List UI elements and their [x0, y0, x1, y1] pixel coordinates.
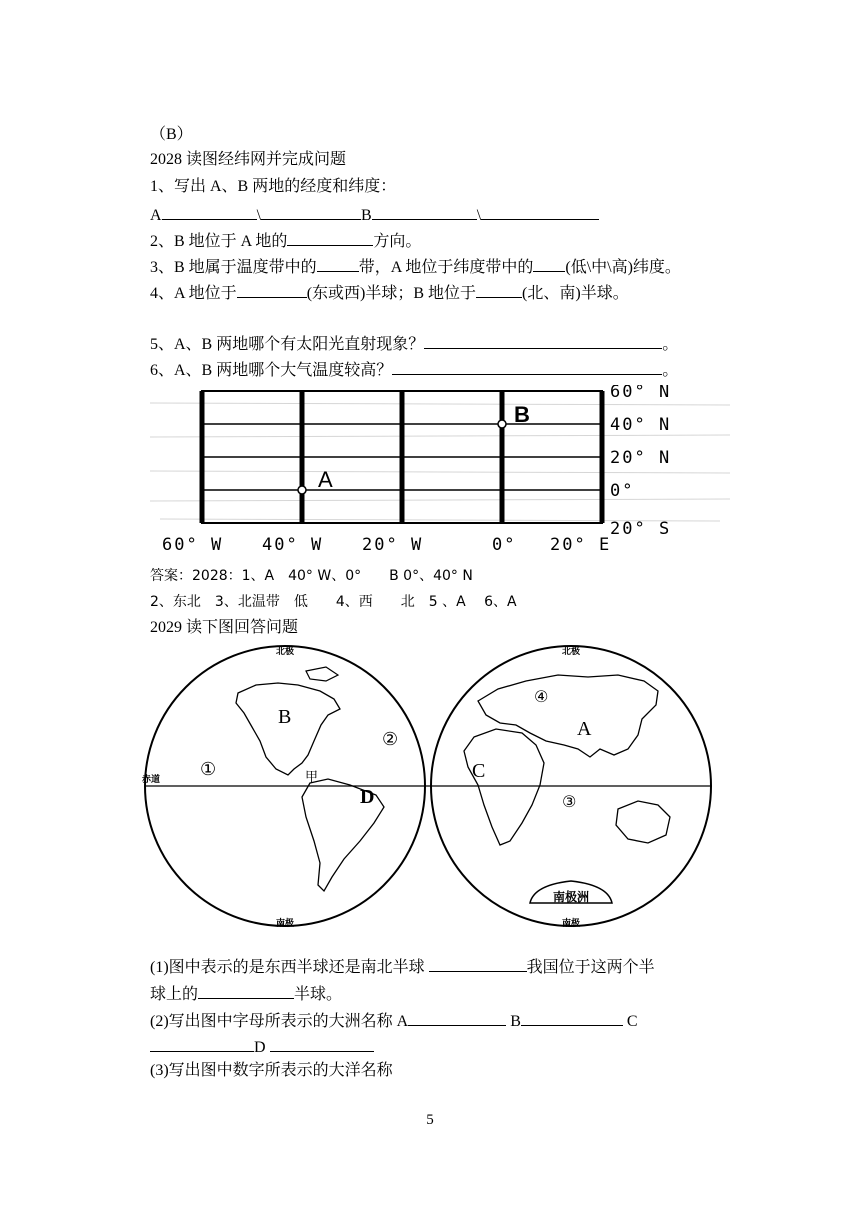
q6-text-end: 。 — [662, 362, 679, 379]
longitude-labels — [162, 535, 611, 553]
ocean-label-4: ④ — [534, 687, 549, 706]
africa-outline — [464, 729, 544, 845]
ocean-label-1: ① — [200, 759, 217, 780]
blank-east-west[interactable] — [237, 280, 307, 298]
lat-label-0: 0° — [610, 481, 635, 501]
lon-label-20w: 20° W — [362, 535, 424, 553]
q2-text: 2、B 地位于 A 地的 — [150, 233, 288, 250]
blank-continent-b[interactable] — [521, 1008, 623, 1026]
point-b-marker — [498, 420, 506, 428]
answer-2028-line-2: 2、东北 3、北温带 低 4、西 北 5 、A 6、A — [150, 594, 517, 610]
lon-label-60w: 60° W — [162, 535, 224, 553]
label-a: A — [150, 207, 162, 224]
blank-hemisphere-type[interactable] — [429, 954, 527, 972]
q2028-item-4 — [150, 280, 629, 305]
blank-north-south[interactable] — [476, 280, 522, 298]
point-a-label: A — [318, 467, 333, 492]
blank-china-hemisphere[interactable] — [198, 981, 294, 999]
lon-label-40w: 40° W — [262, 535, 324, 553]
separator: \ — [476, 207, 482, 224]
eurasia-outline — [478, 675, 658, 757]
q2029-1-text-end: 半球。 — [294, 986, 343, 1003]
label-b: B — [361, 207, 372, 224]
separator: \ — [256, 207, 262, 224]
q3-text-end: (低\中\高)纬度。 — [565, 259, 681, 276]
q2029-item-3: (3)写出图中数字所表示的大洋名称 — [150, 1062, 393, 1079]
q2029-item-2a — [150, 1008, 638, 1033]
point-a-marker — [298, 486, 306, 494]
point-b-label: B — [514, 402, 530, 427]
q2029-1-text: (1)图中表示的是东西半球还是南北半球 — [150, 959, 425, 976]
lat-label-20s: 20° S — [610, 519, 672, 539]
latitude-labels — [610, 385, 671, 539]
equator-label: 赤道 — [142, 775, 161, 785]
q2028-item-2 — [150, 228, 421, 253]
q2028-item-1: 1、写出 A、B 两地的经度和纬度： — [150, 178, 397, 195]
q2029-2-label-d: D — [254, 1039, 266, 1056]
blank-lat-zone[interactable] — [533, 254, 565, 272]
q2029-2-text: (2)写出图中字母所表示的大洲名称 A — [150, 1013, 409, 1030]
continent-label-d: D — [360, 786, 375, 808]
q4-text-mid: (东或西)半球；B 地位于 — [306, 285, 477, 302]
ocean-label-3: ③ — [562, 792, 577, 811]
continent-label-c: C — [472, 760, 486, 782]
q2029-item-1a — [150, 954, 655, 979]
ocean-labels — [200, 687, 576, 811]
greenland-outline — [306, 667, 338, 681]
lat-label-60n: 60° N — [610, 385, 672, 402]
north-america-outline — [236, 683, 340, 775]
q2028-item-5 — [150, 331, 678, 356]
q4-text-end: (北、南)半球。 — [522, 285, 629, 302]
q2-text-end: 方向。 — [373, 233, 422, 250]
q2028-item-6 — [150, 357, 678, 382]
continent-label-b: B — [278, 706, 292, 728]
east-north-pole-label: 北极 — [561, 647, 581, 657]
blank-temperature[interactable] — [392, 357, 662, 375]
blank-continent-d[interactable] — [270, 1034, 374, 1052]
ocean-label-2: ② — [382, 729, 399, 750]
blank-temp-zone[interactable] — [317, 254, 359, 272]
jia-label: 甲 — [305, 770, 319, 785]
hemisphere-map — [138, 645, 724, 930]
blank-a-lon[interactable] — [162, 202, 257, 220]
q2028-item-1-answer-line — [150, 202, 599, 227]
australia-outline — [616, 801, 670, 843]
west-north-pole-label: 北极 — [275, 647, 295, 657]
q6-text: 6、A、B 两地哪个大气温度较高？ — [150, 362, 393, 379]
lon-label-20e: 20° E — [550, 535, 612, 553]
q2029-1-text-cont: 球上的 — [150, 986, 199, 1003]
q2029-1-text-mid: 我国位于这两个半 — [526, 959, 655, 976]
antarctica-label: 南极洲 — [552, 890, 590, 904]
blank-continent-a[interactable] — [408, 1008, 506, 1026]
q2029-item-1b — [150, 981, 342, 1006]
lat-label-20n: 20° N — [610, 448, 672, 468]
lat-long-grid-map — [150, 385, 730, 553]
east-south-pole-label: 南极 — [561, 919, 581, 929]
q2028-title: 2028 读图经纬网并完成问题 — [150, 151, 347, 168]
q2029-2-label-c: C — [626, 1013, 638, 1030]
blank-continent-c[interactable] — [150, 1034, 254, 1052]
q3-text-mid: 带，A 地位于纬度带中的 — [358, 259, 534, 276]
blank-direction[interactable] — [287, 228, 373, 246]
blank-a-lat[interactable] — [261, 202, 361, 220]
answer-2028-line-1: 答案：2028：1、A 40° W、0° B 0°、40° N — [150, 568, 473, 584]
q2029-2-label-b: B — [510, 1013, 521, 1030]
section-label-b: （B） — [150, 126, 193, 143]
q3-text: 3、B 地属于温度带中的 — [150, 259, 317, 276]
continent-label-a: A — [577, 718, 592, 740]
q5-text: 5、A、B 两地哪个有太阳光直射现象？ — [150, 336, 425, 353]
q5-text-end: 。 — [662, 336, 679, 353]
blank-b-lat[interactable] — [481, 202, 599, 220]
q2029-item-2b — [150, 1034, 374, 1059]
west-south-pole-label: 南极 — [275, 919, 295, 929]
blank-b-lon[interactable] — [372, 202, 477, 220]
lat-label-40n: 40° N — [610, 415, 672, 435]
page-number: 5 — [426, 1112, 434, 1128]
q2029-title: 2029 读下图回答问题 — [150, 619, 299, 636]
q2028-item-3 — [150, 254, 681, 279]
lon-label-0: 0° — [492, 535, 517, 553]
blank-direct-sun[interactable] — [424, 331, 662, 349]
q4-text: 4、A 地位于 — [150, 285, 237, 302]
